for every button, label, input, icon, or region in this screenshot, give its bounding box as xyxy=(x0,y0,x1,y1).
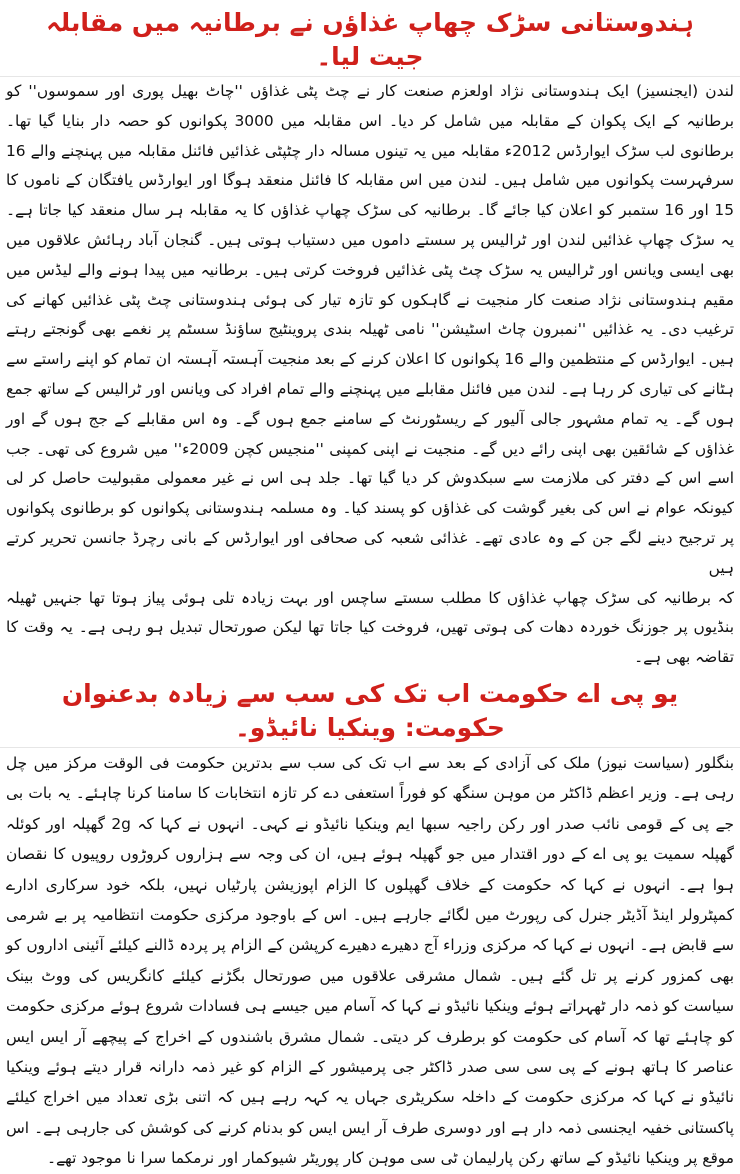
article-2-paragraph: بنگلور (سیاست نیوز) ملک کی آزادی کے بعد سے اب تک کی سب سے بدترین حکومت فی الوقت مرکز میں چل رہی ہے۔ وزیر اعظم ڈاکٹر من موہن سنگھ کو فوراً استعفی دے کر تازہ انتخابات کا سامنا کرنا چاہئے۔ یہ بات بی جے پی کے قومی نائب صدر اور رکن راجیہ سبھا ایم وینکیا نائیڈو نے کہی۔ انہوں نے کہا کہ 2g گھپلہ اور کوئلہ گھپلہ سمیت یو پی اے کے دور اقتدار میں جو گھپلہ ہوئے ہیں، ان کی وجہ سے ہزاروں کروڑوں روپیوں کا نقصان ہوا ہے۔ انہوں نے کہا کہ حکومت کے خلاف گھپلوں کا الزام اپوزیشن پارٹیاں نہیں، بلکہ خود سرکاری ادارے کمپٹرولر اینڈ آڈیٹر جنرل کی رپورٹ میں لگائے جارہے ہیں۔ اس کے باوجود مرکزی حکومت انتظامیہ پر بے شرمی سے قابض ہے۔ انہوں نے کہا کہ مرکزی وزراء آج دھیرے دھیرے کرپشن کے الزام پر پردہ ڈالنے کیلئے آئینی اداروں کو بھی کمزور کرنے پر تل گئے ہیں۔ شمال مشرقی علاقوں میں صورتحال بگڑنے کیلئے کانگریس کی ووٹ بینک سیاست کو ذمہ دار ٹھہراتے ہوئے وینکیا نائیڈو نے کہا کہ آسام میں جیسے ہی فسادات شروع ہوئے مرکزی حکومت کو چاہئے تھا کہ آسام کی حکومت کو برطرف کر دیتی۔ شمال مشرق باشندوں کے اخراج کے پیچھے آر ایس ایس عناصر کا ہاتھ ہونے کے پی سی سی صدر ڈاکٹر جی پرمیشور کے الزام کو غیر ذمہ دارانہ قرار دیتے ہوئے وینکیا نائیڈو نے کہا کہ مرکزی حکومت کے داخلہ سکریٹری جہاں یہ کہہ رہے ہیں کہ اتنی بڑی تعداد میں اخراج کیلئے پاکستانی خفیہ ایجنسی ذمہ دار ہے اور دوسری طرف آر ایس ایس کو بدنام کرنے کی کوشش کی جارہی ہے۔ اس موقع پر وینکیا نائیڈو کے ساتھ رکن پارلیمان ٹی سی موہن کار پوریٹر شیوکمار اور نرمکما سرا نا موجود تھے۔ xyxy=(6,753,734,1168)
article-2-body xyxy=(0,748,740,1174)
article-2-headline: یو پی اے حکومت اب تک کی سب سے زیادہ بدعنوان حکومت: وینکیا نائیڈو۔ xyxy=(0,673,740,748)
article-1-headline: ہندوستانی سڑک چھاپ غذاؤں نے برطانیہ میں مقابلہ جیت لیا۔ xyxy=(0,0,740,77)
article-1-body xyxy=(0,77,740,673)
article-1-paragraph: لندن (ایجنسیز) ایک ہندوستانی نژاد اولعزم صنعت کار نے چٹ پٹی غذاؤں ''چاٹ بھیل پوری اور سموسوں'' کو برطانیہ کے ایک پکوان کے مقابلہ میں شامل کر دیا۔ اس مقابلہ میں 3000 پکوانوں کو حصہ دار بنایا گیا تھا۔ برطانوی لب سڑک ایوارڈس 2012ء مقابلہ میں یہ تینوں مسالہ دار چٹپٹی غذائیں فائنل مقابلہ میں پہنچنے والے 16 سرفہرست پکوانوں میں شامل ہیں۔ لندن میں اس مقابلہ کا فائنل منعقد ہوگا اور ایوارڈس یافتگان کے ناموں کا 15 اور 16 ستمبر کو اعلان کیا جائے گا۔ برطانیہ کی سڑک چھاپ غذاؤں کا یہ مقابلہ ہر سال منعقد کیا جاتا ہے۔ یہ سڑک چھاپ غذائیں لندن اور ٹرالیس پر سستے داموں میں دستیاب ہوتی ہیں۔ گنجان آباد رہائش علاقوں میں بھی ایسی ویانس اور ٹرالیس یہ سڑک چٹ پٹی غذائیں فروخت کرتی ہیں۔ برطانیہ میں پیدا ہونے والے لیڈس میں مقیم ہندوستانی نژاد صنعت کار منجیت نے گاہکوں کو تازہ تیار کی ہوئی ہندوستانی چٹ پٹی غذائیں کھانے کی ترغیب دی۔ یہ غذائیں ''نمبرون چاٹ اسٹیشن'' نامی ٹھیلہ بندی پروینٹیج ساؤنڈ سسٹم پر نغمے بھی گونجتے رہتے ہیں۔ ایوارڈس کے منتظمین والے 16 پکوانوں کا اعلان کرنے کے بعد منجیت آہستہ آہستہ ان تمام کو اپنے راستے سے ہٹانے کی تیاری کر رہا ہے۔ لندن میں فائنل مقابلے میں پہنچنے والے تمام افراد کی ویانس اور ٹرالیس کے ساتھ جمع ہوں گے۔ یہ تمام مشہور جالی آلیور کے ریسٹورنٹ کے سامنے جمع ہوں گے۔ وہ اس مقابلے کے جج ہوں گے اور غذاؤں کے شائقین بھی اپنی رائے دیں گے۔ منجیت نے اپنی کمپنی ''منجیس کچن 2009ء'' میں شروع کی تھی۔ جب اسے اس کے دفتر کی ملازمت سے سبکدوش کر دیا گیا تھا۔ جلد ہی اس نے غیر معمولی مقبولیت حاصل کر لی کیونکہ عوام نے اس کی بغیر گوشت کی غذاؤں کو پسند کیا۔ وہ مسلمہ ہندوستانی پکوانوں کو برطانوی پکوانوں پر ترجیح دینے لگے جن کے وہ عادی تھے۔ غذائی شعبہ کی صحافی اور ایوارڈس کے بانی رچرڈ جانسن تحریر کرتے ہیں xyxy=(6,82,735,577)
article-1-paragraph: کہ برطانیہ کی سڑک چھاپ غذاؤں کا مطلب سستے ساچس اور بہت زیادہ تلی ہوئی پیاز ہوتا تھا جنہیں ٹھیلہ بنڈیوں پر جوزنگ خوردہ دھات کی ہوتی تھیں، فروخت کیا جاتا تھا لیکن صورتحال تبدیل ہو رہی ہے۔ یہ وقت کا تقاضہ بھی ہے۔ xyxy=(6,588,734,667)
